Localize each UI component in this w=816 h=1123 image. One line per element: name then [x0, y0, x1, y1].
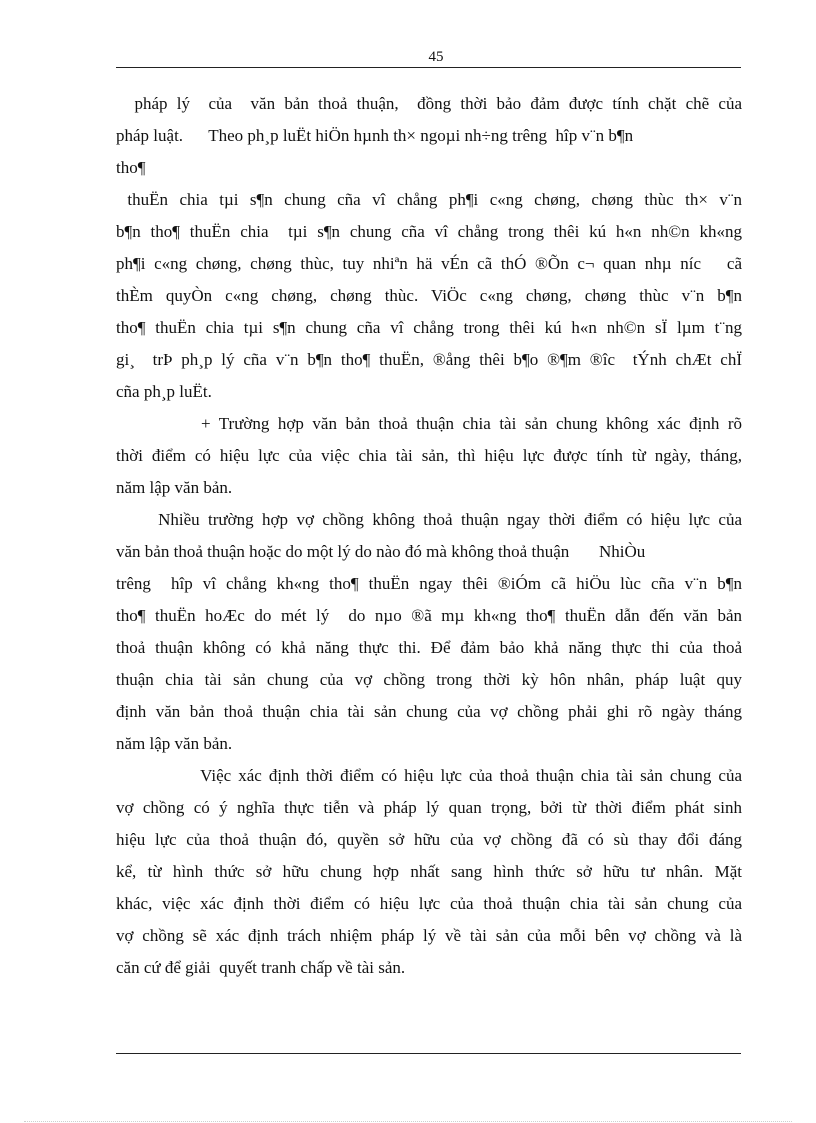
text-line: vợ chồng sẽ xác định trách nhiệm pháp lý về tài sản của mỗi bên vợ chồng và là	[116, 926, 742, 945]
text-line: Nhiều trường hợp vợ chồng không thoả thuận ngay thời điểm có hiệu lực của	[116, 510, 742, 529]
document-body	[116, 88, 742, 984]
page-number: 45	[428, 49, 444, 65]
text-line: thuận chia tài sản chung của vợ chồng trong thời kỳ hôn nhân, pháp luật quy	[116, 670, 742, 689]
text-line: ph¶i c«ng chøng, chøng thùc, tuy nhiªn hä vÉn cã thÓ ®Õn c¬ quan nhµ níc cã	[116, 254, 742, 273]
text-line: trêng hîp vî chång kh«ng tho¶ thuËn ngay thêi ®iÓm cã hiÖu lùc cña v¨n b¶n	[116, 574, 742, 593]
text-line: hiệu lực của thoả thuận đó, quyền sở hữu của vợ chồng đã có sù thay đổi đáng	[116, 830, 742, 849]
header-rule	[116, 67, 741, 68]
footer-rule	[116, 1053, 741, 1054]
text-line: gi¸ trÞ ph¸p lý cña v¨n b¶n tho¶ thuËn, ®ång thêi b¶o ®¶m ®îc tÝnh chÆt chÏ	[116, 350, 742, 369]
text-line: năm lập văn bản.	[116, 478, 233, 497]
text-line: khác, việc xác định thời điểm có hiệu lực của thoả thuận chia tài sản chung của	[116, 894, 742, 913]
text-line: căn cứ để giải quyết tranh chấp về tài sản.	[116, 958, 406, 977]
page-edge-dotted-line	[24, 1121, 792, 1122]
text-line: năm lập văn bản.	[116, 734, 233, 753]
text-line: kể, từ hình thức sở hữu chung hợp nhất sang hình thức sở hữu tư nhân. Mặt	[116, 862, 742, 881]
text-line: thÈm quyÒn c«ng chøng, chøng thùc. ViÖc c«ng chøng, chøng thùc v¨n b¶n	[116, 286, 742, 305]
text-line: thuËn chia tµi s¶n chung cña vî chång ph¶i c«ng chøng, chøng thùc th× v¨n	[116, 190, 742, 209]
text-line: tho¶ thuËn chia tµi s¶n chung cña vî chång trong thêi kú h«n nh©n sÏ lµm t¨ng	[116, 318, 742, 337]
text-line: định văn bản thoả thuận chia tài sản chung của vợ chồng phải ghi rõ ngày tháng	[116, 702, 742, 721]
text-line: + Trường hợp văn bản thoả thuận chia tài sản chung không xác định rõ	[116, 414, 742, 433]
text-line: cña ph¸p luËt.	[116, 382, 212, 401]
text-line: Việc xác định thời điểm có hiệu lực của thoả thuận chia tài sản chung của	[116, 766, 742, 785]
text-line: tho¶	[116, 158, 146, 177]
text-line: thoả thuận không có khả năng thực thi. Để đảm bảo khả năng thực thi của thoả	[116, 638, 742, 657]
text-line: tho¶ thuËn hoÆc do mét lý do nµo ®ã mµ kh«ng tho¶ thuËn dẫn đến văn bản	[116, 606, 742, 625]
text-line: b¶n tho¶ thuËn chia tµi s¶n chung cña vî chång trong thêi kú h«n nh©n kh«ng	[116, 222, 742, 241]
text-line: pháp luật. Theo ph¸p luËt hiÖn hµnh th× ngoµi nh÷ng trêng hîp v¨n b¶n	[116, 126, 634, 145]
text-line: vợ chồng có ý nghĩa thực tiễn và pháp lý quan trọng, bởi từ thời điểm phát sinh	[116, 798, 742, 817]
text-line: thời điểm có hiệu lực của việc chia tài sản, thì hiệu lực được tính từ ngày, tháng,	[116, 446, 742, 465]
text-line: văn bản thoả thuận hoặc do một lý do nào đó mà không thoả thuận NhiÒu	[116, 542, 646, 561]
text-line: pháp lý của văn bản thoả thuận, đồng thời bảo đảm được tính chặt chẽ của	[116, 94, 742, 113]
